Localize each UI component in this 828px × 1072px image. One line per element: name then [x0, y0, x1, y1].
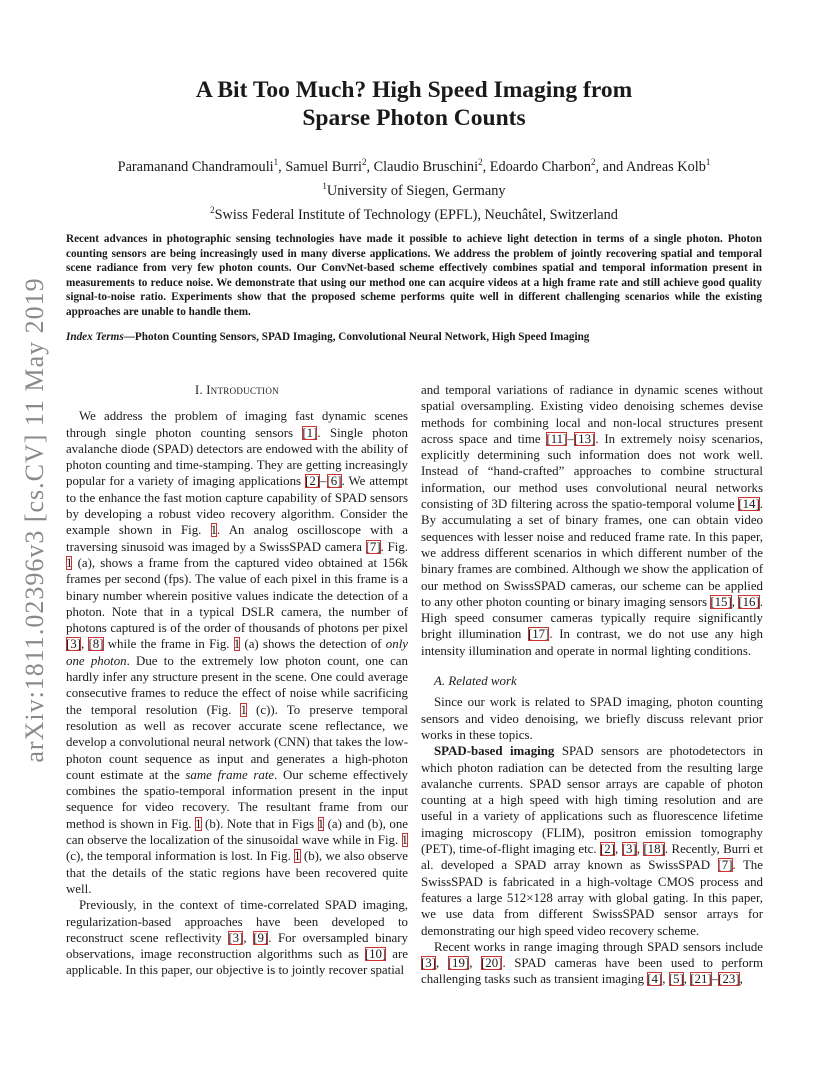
citation-link[interactable]: 1	[240, 702, 247, 717]
right-column	[421, 382, 763, 988]
body-text: . Fig.	[380, 539, 408, 554]
body-text: –	[711, 972, 719, 987]
citation-link[interactable]: [21]	[690, 972, 712, 987]
body-text: . In contrast, we do not use any high intensity illumination and operate in normal lighting conditions.	[421, 627, 763, 658]
citation-link[interactable]: 1	[294, 849, 301, 864]
body-text: ,	[683, 972, 691, 987]
paragraph	[66, 897, 408, 978]
body-text: –	[567, 431, 574, 446]
paragraph	[421, 743, 763, 939]
body-text: Since our work is related to SPAD imaging, photon counting sensors and video denoising, we briefly discuss relevant prior works in these topics.	[421, 695, 763, 742]
introduction-text	[66, 408, 408, 978]
citation-link[interactable]: [2]	[305, 474, 321, 489]
body-text: We address the problem of imaging fast dynamic scenes through single photon counting sensors	[66, 409, 408, 440]
affiliation-marker: 1	[705, 157, 711, 167]
citation-link[interactable]: [17]	[527, 627, 550, 642]
body-text: (a) shows the detection of	[240, 637, 386, 652]
citation-link[interactable]: [13]	[573, 431, 596, 446]
affiliation-number: 2	[210, 204, 215, 215]
citation-link[interactable]: [7]	[365, 539, 381, 554]
emphasis-text: only one photon	[66, 637, 408, 668]
citation-link[interactable]: [15]	[710, 594, 732, 609]
citation-link[interactable]: [20]	[480, 956, 503, 971]
body-text: ,	[436, 956, 448, 971]
citation-link[interactable]: 1	[233, 637, 241, 652]
citation-link[interactable]: 1	[66, 555, 73, 570]
paper-title	[0, 76, 828, 132]
citation-link[interactable]: [23]	[718, 972, 740, 987]
citation-link[interactable]: 1	[401, 833, 408, 848]
body-text: ,	[739, 972, 743, 987]
body-text: ,	[615, 842, 622, 857]
citation-link[interactable]: [1]	[302, 425, 318, 440]
affiliation-text: University of Siegen, Germany	[326, 182, 506, 199]
body-text: . For oversampled binary observations, image reconstruction algorithms such as	[66, 930, 409, 962]
arxiv-sidebar	[10, 270, 60, 770]
citation-link[interactable]: [10]	[364, 947, 387, 962]
body-text: . Single photon avalanche diode (SPAD) detectors are endowed with the ability of photon counting and time-stamping. They are getting increasingly popular for a variety of imaging applications	[66, 425, 408, 489]
citation-link[interactable]: [19]	[447, 956, 470, 971]
citation-link[interactable]: [14]	[738, 497, 760, 512]
citation-link[interactable]: [18]	[643, 842, 665, 857]
citation-link[interactable]: [9]	[253, 930, 269, 945]
body-text: . SPAD cameras have been used to perform challenging tasks such as transient imaging	[421, 956, 764, 987]
body-text: (b). Note that in Figs	[201, 816, 318, 831]
author-name: Edoardo Charbon	[489, 158, 591, 175]
body-text: ,	[662, 972, 669, 987]
body-text: . Due to the extremely low photon count, one can hardly infer any structure present in the scene. One could average consecutive frames to reduce the effect of noise while sacrificing the temporal resolution (Fig.	[66, 653, 408, 717]
body-text: –	[320, 474, 327, 489]
body-text: (c)). To preserve temporal resolution as well as recover accurate scene reflectance, we develop a convolutional neural network (CNN) that takes the low-photon count sequence as input and generates a high-photon count estimate at the	[66, 702, 408, 782]
index-terms-list: —Photon Counting Sensors, SPAD Imaging, Convolutional Neural Network, High Speed Imaging	[123, 331, 590, 343]
citation-link[interactable]: [11]	[546, 431, 568, 446]
body-text: SPAD sensors are photodetectors in which photon radiation can be detected from the resulting large avalanche currents. SPAD sensor arrays are capable of photon counting at a high speed with high timing resolution and are useful in a variety of applications such as fluorescence lifetime imaging microscopy (FLIM), positron emission tomography (PET), time-of-flight imaging etc.	[421, 744, 763, 857]
citation-link[interactable]: [2]	[600, 842, 616, 857]
body-text: . High speed consumer cameras typically require significantly bright illumination	[421, 594, 764, 642]
body-text: (c), the temporal information is lost. In Fig.	[66, 849, 295, 864]
body-text: ,	[469, 956, 481, 971]
author-name: Paramanand Chandramouli	[117, 158, 274, 175]
citation-link[interactable]: [8]	[88, 637, 104, 652]
index-terms-label: Index Terms	[66, 331, 124, 343]
body-text: while the frame in Fig.	[103, 637, 234, 652]
body-text: and temporal variations of radiance in dynamic scenes without spatial oversampling. Existing video denoising schemes devise methods for combining local and non-local structures present across space and time	[421, 383, 763, 446]
citation-link[interactable]: [4]	[647, 972, 663, 987]
body-text: ,	[636, 842, 644, 857]
author-separator: , and	[595, 158, 627, 175]
citation-link[interactable]: [5]	[668, 972, 684, 987]
subsection-heading-related-work: A. Related work	[434, 674, 517, 689]
affiliation-marker: 2	[590, 157, 596, 167]
citation-link[interactable]: [3]	[621, 842, 637, 857]
paragraph	[421, 694, 763, 743]
affiliation-marker: 2	[361, 157, 367, 167]
left-column	[66, 382, 408, 979]
body-text: (a), shows a frame from the captured video obtained at 156k frames per second (fps). The value of each pixel in this frame is a binary number wherein positive values indicate the detection of a photon. Note that in a typical DSLR camera, the number of photons captured is of the order of thousands of photons per pixel	[66, 555, 408, 636]
affiliation-marker: 1	[273, 157, 279, 167]
citation-link[interactable]: [3]	[421, 956, 437, 971]
citation-link[interactable]: 1	[210, 523, 218, 538]
body-text: Recent works in range imaging through SPAD sensors include	[434, 939, 763, 954]
author-name: Claudio Bruschini	[373, 158, 479, 175]
citation-link[interactable]: [6]	[326, 474, 342, 489]
body-text: (a) and (b), one can observe the localization of the sinusoidal wave while in Fig.	[66, 816, 409, 848]
affiliation	[0, 201, 828, 225]
citation-link[interactable]: [7]	[717, 858, 733, 873]
body-text: ,	[243, 930, 254, 945]
arxiv-identifier: arXiv:1811.02396v3 [cs.CV] 11 May 2019	[20, 277, 49, 763]
affiliation-list	[0, 177, 828, 225]
citation-link[interactable]: [16]	[738, 594, 760, 609]
body-text: . The SwissSPAD is fabricated in a high-voltage CMOS process and features a large 512×128 array with global gating. In this paper, we use data from different SwissSPAD sensor arrays for demonstrating our high speed video recovery scheme.	[421, 858, 763, 938]
author-separator: ,	[278, 158, 286, 175]
body-text: . Recently, Burri et al. developed a SPAD array known as SwissSPAD	[421, 842, 764, 873]
body-text: ,	[731, 594, 739, 609]
body-text: ,	[81, 637, 89, 652]
affiliation-text: Swiss Federal Institute of Technology (EPFL), Neuchâtel, Switzerland	[214, 206, 618, 223]
paragraph	[66, 408, 408, 897]
body-text: . Our scheme effectively combines the spatio-temporal information present in the input sequence for video recovery. The resultant frame from our method is shown in Fig.	[66, 767, 408, 831]
citation-link[interactable]: [3]	[228, 930, 244, 945]
related-work-text	[421, 694, 763, 987]
author-block	[0, 153, 828, 224]
body-text: . In extremely noisy scenarios, explicitly determining such information does not work well. Instead of “hand-crafted” approaches to combine structural information, our method uses convolutional neural networks consisting of 3D filtering across the spatio-temporal volume	[421, 431, 763, 512]
body-text: . An analog oscilloscope with a traversing sinusoid was imaged by a SwissSPAD camera	[66, 523, 408, 554]
author-separator: ,	[482, 158, 490, 175]
body-text: . We attempt to the enhance the fast motion capture capability of SPAD sensors by developing a robust video recovery algorithm. Consider the example shown in Fig.	[66, 474, 409, 538]
citation-link[interactable]: [3]	[66, 637, 82, 652]
affiliation-marker: 2	[478, 157, 483, 167]
body-text: (b), we also observe that the details of the static regions have been recovered quite well.	[66, 849, 408, 896]
introduction-continued	[421, 382, 763, 659]
body-text: are applicable. In this paper, our objective is to jointly recover spatial	[66, 947, 408, 978]
section-heading-introduction: I. Introduction	[195, 383, 279, 397]
abstract: Recent advances in photographic sensing technologies have made it possible to achieve light detection in terms of a single photon. Photon counting sensors are being increasingly used in many diverse applications. We address the problem of jointly recovering spatial and temporal scene radiance from very few photon counts. Our ConvNet-based scheme effectively combines spatial and temporal information present in measurements to reduce noise. We demonstrate that using our method one can acquire videos at a high frame rate and still achieve good quality signal-to-noise ratio. Experiments show that the proposed scheme performs quite well in different challenging scenarios while the existing approaches are unable to handle them.	[66, 233, 762, 318]
title-line-2: Sparse Photon Counts	[302, 105, 526, 131]
affiliation-number: 1	[322, 180, 327, 191]
paragraph-lead: SPAD-based imaging	[434, 744, 555, 759]
affiliation	[0, 177, 828, 201]
author-separator: ,	[366, 158, 374, 175]
author-name: Samuel Burri	[285, 158, 362, 175]
emphasis-text: same frame rate	[185, 767, 275, 782]
author-name: Andreas Kolb	[626, 158, 706, 175]
citation-link[interactable]: 1	[317, 816, 325, 831]
title-line-1: A Bit Too Much? High Speed Imaging from	[195, 77, 633, 103]
body-text: Previously, in the context of time-correlated SPAD imaging, regularization-based approaches have been developed to reconstruct scene reflectivity	[66, 898, 408, 945]
citation-link[interactable]: 1	[195, 816, 202, 831]
index-terms	[66, 330, 762, 345]
author-list	[0, 153, 828, 177]
paragraph	[421, 939, 763, 988]
body-text: . By accumulating a set of binary frames, one can obtain video sequences with lesser noise and reduced frame rate. In this paper, we address different scenarios in which different number of the binary frames are combined. Although we show the application of our method on SwissSPAD cameras, our scheme can be applied to any other photon counting or binary imaging sensors	[421, 497, 763, 609]
